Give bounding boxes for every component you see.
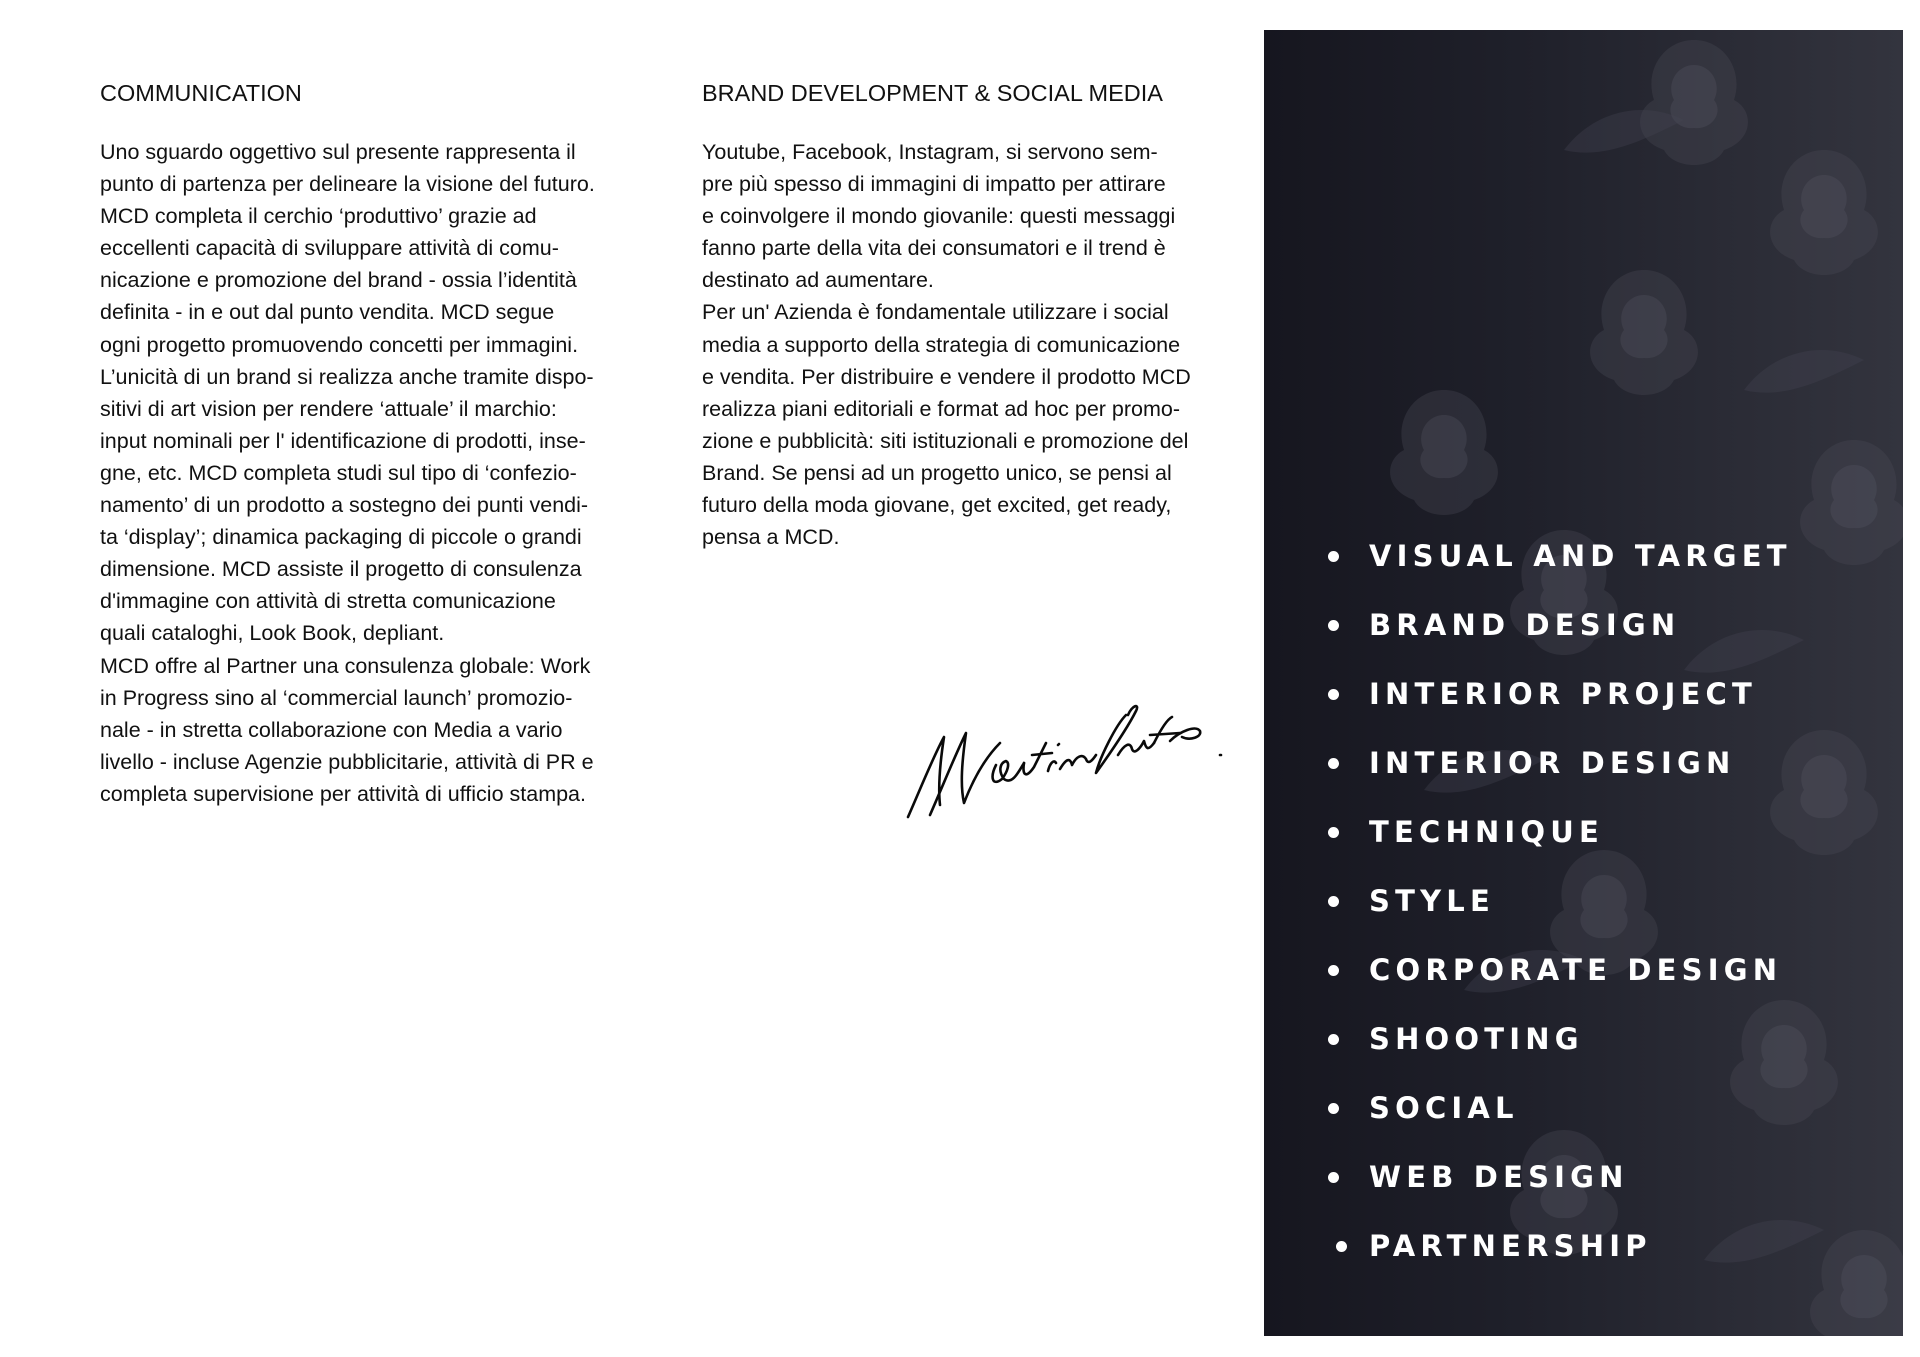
body-line: in Progress sino al ‘commercial launch’ promozio-	[100, 685, 573, 710]
bullet-icon	[1328, 1172, 1339, 1183]
bullet-icon	[1328, 1034, 1339, 1045]
bullet-icon	[1328, 689, 1339, 700]
body-line: MCD completa il cerchio ‘produttivo’ grazie ad	[100, 204, 537, 229]
communication-body	[100, 136, 640, 810]
body-line: dimensione. MCD assiste il progetto di consulenza	[100, 557, 582, 582]
service-label: VISUAL AND TARGET	[1369, 539, 1792, 573]
body-line: ogni progetto promuovendo concetti per immagini.	[100, 332, 579, 357]
body-line: pre più spesso di immagini di impatto per attirare	[702, 172, 1166, 197]
service-label: CORPORATE DESIGN	[1369, 953, 1783, 987]
service-label: INTERIOR DESIGN	[1369, 746, 1736, 780]
service-label: INTERIOR PROJECT	[1369, 677, 1757, 711]
service-item	[1264, 534, 1792, 603]
bullet-icon	[1328, 965, 1339, 976]
brand-development-heading: BRAND DEVELOPMENT & SOCIAL MEDIA	[702, 80, 1163, 106]
service-item	[1264, 672, 1792, 741]
body-line: Brand. Se pensi ad un progetto unico, se pensi al	[702, 460, 1172, 485]
service-item	[1264, 1086, 1792, 1155]
body-line: quali cataloghi, Look Book, depliant.	[100, 621, 445, 646]
body-line: fanno parte della vita dei consumatori e il trend è	[702, 236, 1166, 261]
service-label: SOCIAL	[1369, 1091, 1519, 1125]
services-panel	[1264, 30, 1903, 1336]
body-line: input nominali per l' identificazione di prodotti, inse-	[100, 428, 586, 453]
communication-heading: COMMUNICATION	[100, 80, 302, 106]
service-item	[1264, 603, 1792, 672]
body-line: d'immagine con attività di stretta comunicazione	[100, 589, 556, 614]
service-item	[1264, 879, 1792, 948]
body-line: Per un' Azienda è fondamentale utilizzare i social	[702, 300, 1169, 325]
body-line: completa supervisione per attività di ufficio stampa.	[100, 781, 586, 806]
body-line: namento’ di un prodotto a sostegno dei punti vendi-	[100, 493, 589, 518]
service-item	[1264, 810, 1792, 879]
body-line: nicazione e promozione del brand - ossia l’identità	[100, 268, 577, 293]
body-line: ta ‘display’; dinamica packaging di piccole o grandi	[100, 525, 582, 550]
service-label: TECHNIQUE	[1369, 815, 1605, 849]
body-line: Youtube, Facebook, Instagram, si servono sem-	[702, 140, 1158, 164]
body-line: e vendita. Per distribuire e vendere il prodotto MCD	[702, 364, 1191, 389]
body-line: nale - in stretta collaborazione con Media a vario	[100, 717, 563, 742]
body-line: futuro della moda giovane, get excited, get ready,	[702, 493, 1172, 518]
service-label: PARTNERSHIP	[1369, 1229, 1652, 1263]
service-label: SHOOTING	[1369, 1022, 1584, 1056]
bullet-icon	[1328, 827, 1339, 838]
body-line: L’unicità di un brand si realizza anche tramite dispo-	[100, 364, 594, 389]
bullet-icon	[1328, 896, 1339, 907]
service-item	[1264, 1224, 1792, 1293]
body-line: livello - incluse Agenzie pubblicitarie, attività di PR e	[100, 749, 594, 774]
bullet-icon	[1328, 620, 1339, 631]
service-item	[1264, 1017, 1792, 1086]
body-line: pensa a MCD.	[702, 525, 840, 550]
bullet-icon	[1328, 758, 1339, 769]
brand-development-body	[702, 136, 1222, 553]
body-line: realizza piani editoriali e format ad hoc per promo-	[702, 396, 1181, 421]
body-line: MCD offre al Partner una consulenza globale: Work	[100, 653, 591, 678]
body-line: media a supporto della strategia di comunicazione	[702, 332, 1181, 357]
service-item	[1264, 1155, 1792, 1224]
service-label: STYLE	[1369, 884, 1495, 918]
body-line: eccellenti capacità di sviluppare attività di comu-	[100, 236, 559, 261]
body-line: definita - in e out dal punto vendita. MCD segue	[100, 300, 555, 325]
signature-icon	[900, 645, 1230, 825]
body-line: punto di partenza per delineare la visione del futuro.	[100, 172, 595, 197]
service-item	[1264, 741, 1792, 810]
body-line: e coinvolgere il mondo giovanile: questi messaggi	[702, 204, 1176, 229]
bullet-icon	[1328, 551, 1339, 562]
service-item	[1264, 948, 1792, 1017]
body-line: sitivi di art vision per rendere ‘attuale’ il marchio:	[100, 396, 557, 421]
brand-development-section	[702, 78, 1222, 553]
service-label: BRAND DESIGN	[1369, 608, 1681, 642]
service-label: WEB DESIGN	[1369, 1160, 1629, 1194]
body-line: zione e pubblicità: siti istituzionali e promozione del	[702, 428, 1189, 453]
body-line: Uno sguardo oggettivo sul presente rappresenta il	[100, 140, 576, 164]
body-line: gne, etc. MCD completa studi sul tipo di ‘confezio-	[100, 460, 577, 485]
bullet-icon	[1328, 1103, 1339, 1114]
bullet-icon	[1336, 1241, 1347, 1252]
body-line: destinato ad aumentare.	[702, 268, 934, 293]
services-list	[1328, 534, 1792, 1293]
communication-section	[100, 78, 640, 810]
